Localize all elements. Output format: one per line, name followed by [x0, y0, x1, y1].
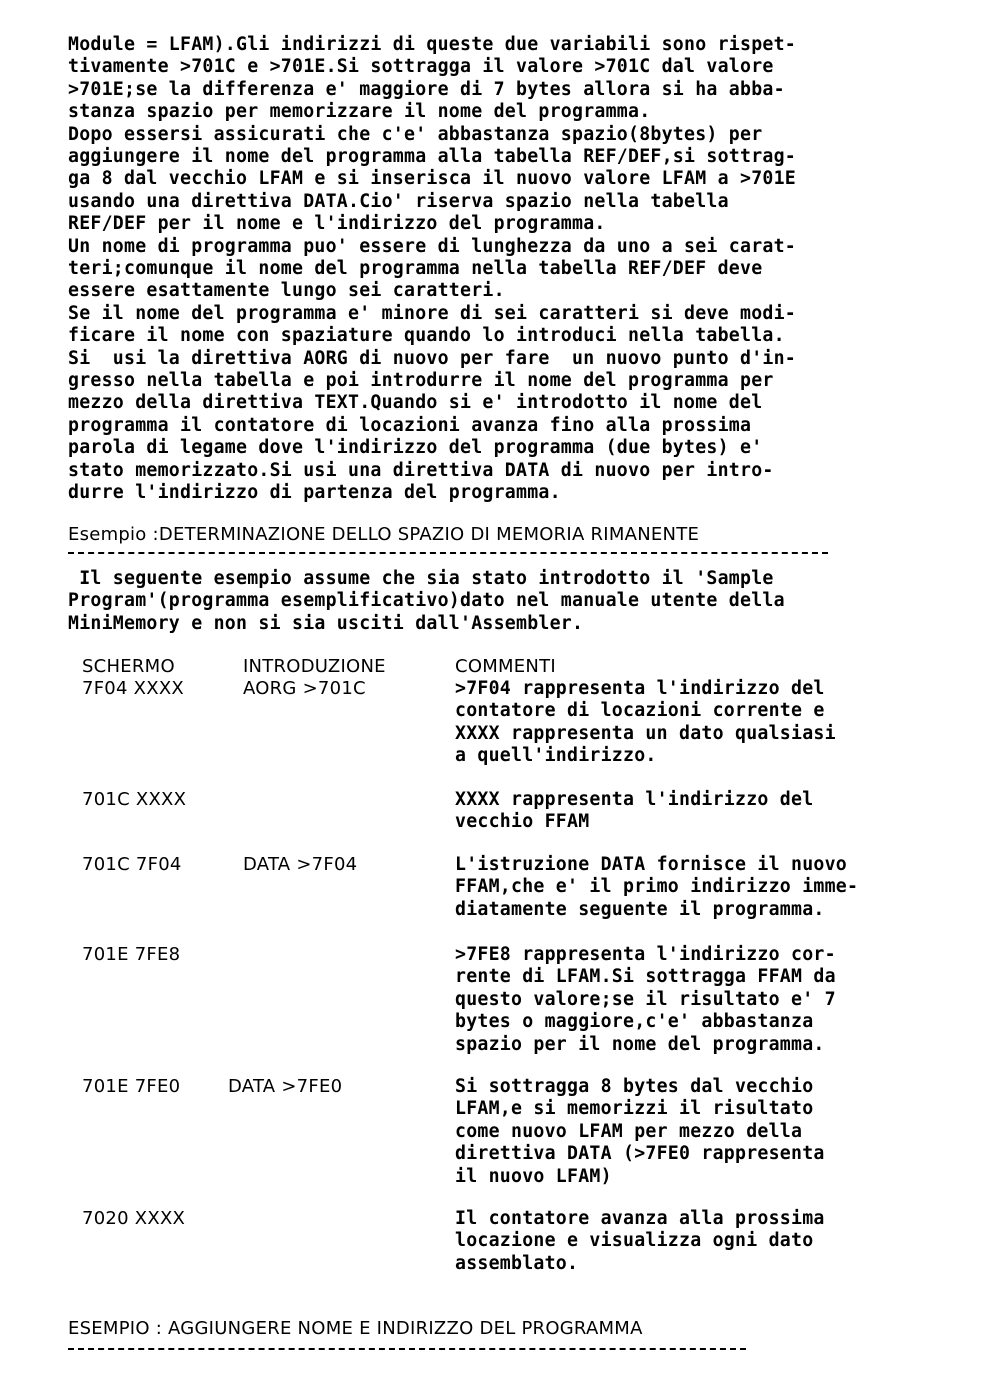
text-line: tivamente >701C e >701E.Si sottragga il valore >701C dal valore — [68, 56, 774, 78]
cell-commento-line: assemblato. — [455, 1252, 579, 1274]
heading-underline — [68, 552, 828, 554]
text-line: teri;comunque il nome del programma nella tabella REF/DEF deve — [68, 258, 763, 279]
cell-schermo: 701C XXXX — [82, 789, 187, 810]
table-header-schermo: SCHERMO — [82, 656, 175, 677]
text-line: Il seguente esempio assume che sia stato introdotto il 'Sample — [68, 568, 774, 589]
cell-commento-line: L'istruzione DATA fornisce il nuovo — [455, 854, 847, 875]
text-line: mezzo della direttiva TEXT.Quando si e' introdotto il nome del — [68, 392, 763, 414]
cell-commento-line: >7F04 rappresenta l'indirizzo del — [455, 678, 825, 699]
text-line: ga 8 dal vecchio LFAM e si inserisca il nuovo valore LFAM a >701E — [68, 168, 796, 190]
text-line: gresso nella tabella e poi introdurre il nome del programma per — [68, 370, 774, 391]
text-line: usando una direttiva DATA.Cio' riserva spazio nella tabella — [68, 190, 729, 212]
cell-schermo: 701E 7FE0 — [82, 1076, 181, 1097]
cell-commento-line: rente di LFAM.Si sottragga FFAM da — [455, 966, 836, 988]
cell-commento-line: XXXX rappresenta un dato qualsiasi — [455, 722, 836, 744]
text-line: Module = LFAM).Gli indirizzi di queste due variabili sono rispet- — [68, 34, 796, 55]
text-line: programma il contatore di locazioni avanza fino alla prossima — [68, 414, 752, 436]
cell-commento-line: >7FE8 rappresenta l'indirizzo cor- — [455, 944, 836, 965]
text-line: stanza spazio per memorizzare il nome del programma. — [68, 101, 651, 123]
cell-commento-line: direttiva DATA (>7FE0 rappresenta — [455, 1143, 825, 1165]
cell-introduzione: AORG >701C — [243, 678, 366, 699]
text-line: REF/DEF per il nome e l'indirizzo del programma. — [68, 213, 606, 235]
cell-commento-line: a quell'indirizzo. — [455, 745, 657, 767]
cell-commento-line: contatore di locazioni corrente e — [455, 700, 825, 722]
text-line: Program'(programma esemplificativo)dato nel manuale utente della — [68, 590, 785, 612]
cell-schermo: 701C 7F04 — [82, 854, 182, 875]
text-line: Dopo essersi assicurati che c'e' abbastanza spazio(8bytes) per — [68, 123, 763, 145]
text-line: ficare il nome con spaziature quando lo introduci nella tabella. — [68, 325, 785, 347]
cell-commento-line: come nuovo LFAM per mezzo della — [455, 1120, 803, 1142]
cell-commento-line: diatamente seguente il programma. — [455, 898, 825, 920]
table-header-introduzione: INTRODUZIONE — [243, 656, 386, 677]
text-line: parola di legame dove l'indirizzo del programma (due bytes) e' — [68, 437, 763, 459]
text-line: Un nome di programma puo' essere di lunghezza da uno a sei carat- — [68, 235, 796, 257]
cell-commento-line: questo valore;se il risultato e' 7 — [455, 988, 836, 1010]
text-line: stato memorizzato.Si usi una direttiva DATA di nuovo per intro- — [68, 459, 774, 481]
cell-commento-line: bytes o maggiore,c'e' abbastanza — [455, 1011, 814, 1033]
cell-commento-line: XXXX rappresenta l'indirizzo del — [455, 789, 814, 810]
cell-commento-line: spazio per il nome del programma. — [455, 1033, 825, 1055]
cell-commento-line: Si sottragga 8 bytes dal vecchio — [455, 1076, 814, 1097]
table-header-commenti: COMMENTI — [455, 656, 556, 677]
cell-schermo: 701E 7FE8 — [82, 944, 181, 965]
cell-commento-line: FFAM,che e' il primo indirizzo imme- — [455, 876, 859, 898]
section-heading-text: Esempio :DETERMINAZIONE DELLO SPAZIO DI MEMORIA RIMANENTE — [68, 524, 700, 545]
cell-commento-line: LFAM,e si memorizzi il risultato — [455, 1098, 814, 1120]
text-line: Se il nome del programma e' minore di sei caratteri si deve modi- — [68, 302, 796, 324]
cell-schermo: 7020 XXXX — [82, 1208, 186, 1229]
cell-introduzione: DATA >7F04 — [243, 854, 358, 875]
cell-commento-line: vecchio FFAM — [455, 811, 590, 833]
cell-introduzione: DATA >7FE0 — [228, 1076, 343, 1097]
section-heading-text: ESEMPIO : AGGIUNGERE NOME E INDIRIZZO DEL PROGRAMMA — [68, 1318, 643, 1339]
text-line: >701E;se la differenza e' maggiore di 7 bytes allora si ha abba- — [68, 78, 785, 100]
cell-commento-line: Il contatore avanza alla prossima — [455, 1208, 825, 1229]
cell-schermo: 7F04 XXXX — [82, 678, 185, 699]
cell-commento-line: locazione e visualizza ogni dato — [455, 1230, 814, 1252]
heading-underline — [68, 1348, 746, 1350]
cell-commento-line: il nuovo LFAM) — [455, 1165, 612, 1187]
text-line: durre l'indirizzo di partenza del programma. — [68, 482, 561, 503]
text-line: essere esattamente lungo sei caratteri. — [68, 280, 505, 302]
text-line: MiniMemory e non si sia usciti dall'Assembler. — [68, 612, 584, 634]
text-line: aggiungere il nome del programma alla tabella REF/DEF,si sottrag- — [68, 146, 796, 167]
text-line: Si usi la direttiva AORG di nuovo per fare un nuovo punto d'in- — [68, 347, 796, 369]
